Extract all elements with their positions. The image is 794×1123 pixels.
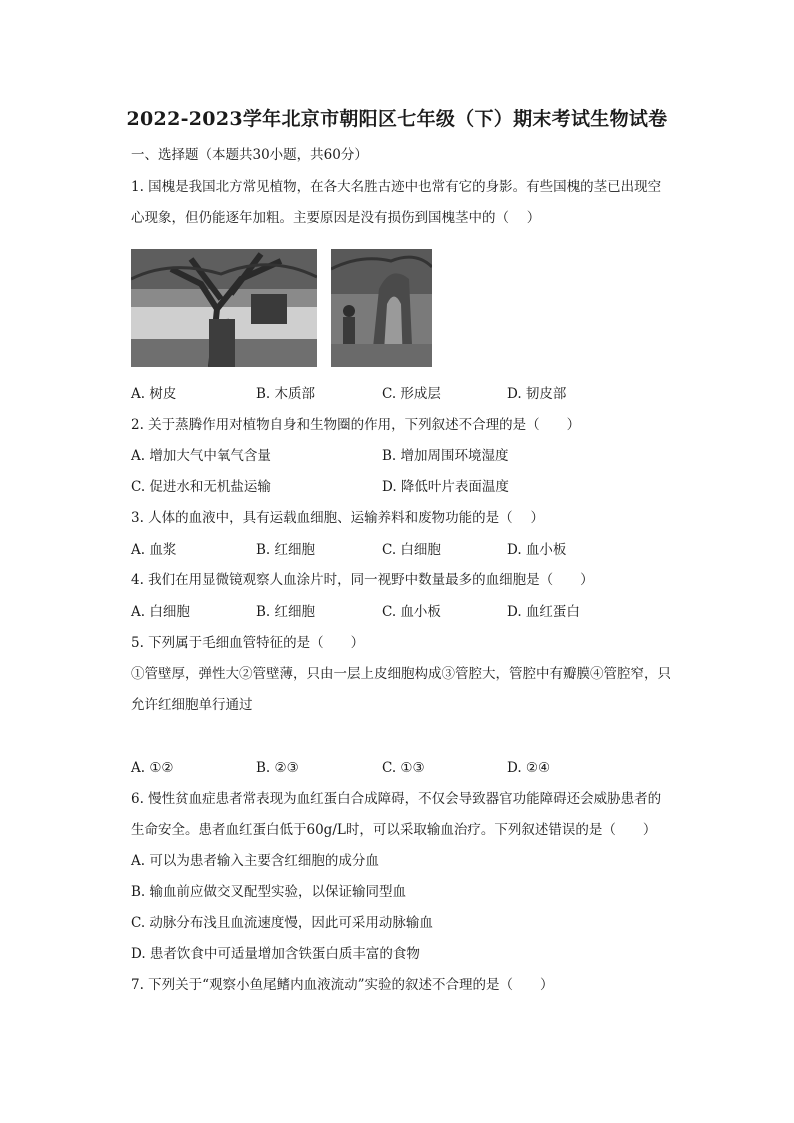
option-5d[interactable]: D. ②④ xyxy=(507,760,551,776)
option-3d[interactable]: D. 血小板 xyxy=(507,542,567,558)
option-6a[interactable]: A. 可以为患者输入主要含红细胞的成分血 xyxy=(131,853,379,869)
option-1b[interactable]: B. 木质部 xyxy=(256,386,316,402)
option-3b[interactable]: B. 红细胞 xyxy=(256,542,316,558)
option-6c[interactable]: C. 动脉分布浅且血流速度慢，因此可采用动脉输血 xyxy=(131,915,433,931)
option-4d[interactable]: D. 血红蛋白 xyxy=(507,604,580,620)
question-5-line-2: ①管壁厚，弹性大②管壁薄，只由一层上皮细胞构成③管腔大，管腔中有瓣膜④管腔窄，只 xyxy=(131,666,671,682)
option-4c[interactable]: C. 血小板 xyxy=(382,604,441,620)
question-1-line-1: 1. 国槐是我国北方常见植物，在各大名胜古迹中也常有它的身影。有些国槐的茎已出现空 xyxy=(131,179,662,195)
question-3-line-1: 3. 人体的血液中，具有运载血细胞、运输养料和废物功能的是（ ） xyxy=(131,510,544,526)
option-1c[interactable]: C. 形成层 xyxy=(382,386,441,402)
option-2d[interactable]: D. 降低叶片表面温度 xyxy=(382,479,509,495)
photo-hollow-trunk xyxy=(331,249,432,367)
question-4-line-1: 4. 我们在用显微镜观察人血涂片时，同一视野中数量最多的血细胞是（ ） xyxy=(131,572,594,588)
option-1d[interactable]: D. 韧皮部 xyxy=(507,386,567,402)
option-4b[interactable]: B. 红细胞 xyxy=(256,604,316,620)
section-heading: 一、选择题（本题共30小题，共60分） xyxy=(131,147,368,163)
question-2-line-1: 2. 关于蒸腾作用对植物自身和生物圈的作用，下列叙述不合理的是（ ） xyxy=(131,417,581,433)
option-3c[interactable]: C. 白细胞 xyxy=(382,542,441,558)
option-6d[interactable]: D. 患者饮食中可适量增加含铁蛋白质丰富的食物 xyxy=(131,946,420,962)
option-3a[interactable]: A. 血浆 xyxy=(131,542,177,558)
question-1-line-2: 心现象，但仍能逐年加粗。主要原因是没有损伤到国槐茎中的（ ） xyxy=(131,210,541,226)
option-4a[interactable]: A. 白细胞 xyxy=(131,604,190,620)
question-5-line-3: 允许红细胞单行通过 xyxy=(131,697,253,713)
option-6b[interactable]: B. 输血前应做交叉配型实验，以保证输同型血 xyxy=(131,884,407,900)
option-2b[interactable]: B. 增加周围环境湿度 xyxy=(382,448,509,464)
option-5c[interactable]: C. ①③ xyxy=(382,760,425,776)
option-5b[interactable]: B. ②③ xyxy=(256,760,299,776)
option-1a[interactable]: A. 树皮 xyxy=(131,386,177,402)
option-2a[interactable]: A. 增加大气中氧气含量 xyxy=(131,448,271,464)
option-5a[interactable]: A. ①② xyxy=(131,760,174,776)
question-5-line-1: 5. 下列属于毛细血管特征的是（ ） xyxy=(131,635,365,651)
option-2c[interactable]: C. 促进水和无机盐运输 xyxy=(131,479,271,495)
exam-title: 2022-2023学年北京市朝阳区七年级（下）期末考试生物试卷 xyxy=(126,108,668,130)
question-6-line-2: 生命安全。患者血红蛋白低于60g/L时，可以采取输血治疗。下列叙述错误的是（ ） xyxy=(131,822,657,838)
photo-old-pagoda-tree xyxy=(131,249,317,367)
question-6-line-1: 6. 慢性贫血症患者常表现为血红蛋白合成障碍，不仅会导致器官功能障碍还会威胁患者的 xyxy=(131,791,662,807)
question-7-line-1: 7. 下列关于“观察小鱼尾鳍内血液流动”实验的叙述不合理的是（ ） xyxy=(131,977,554,993)
